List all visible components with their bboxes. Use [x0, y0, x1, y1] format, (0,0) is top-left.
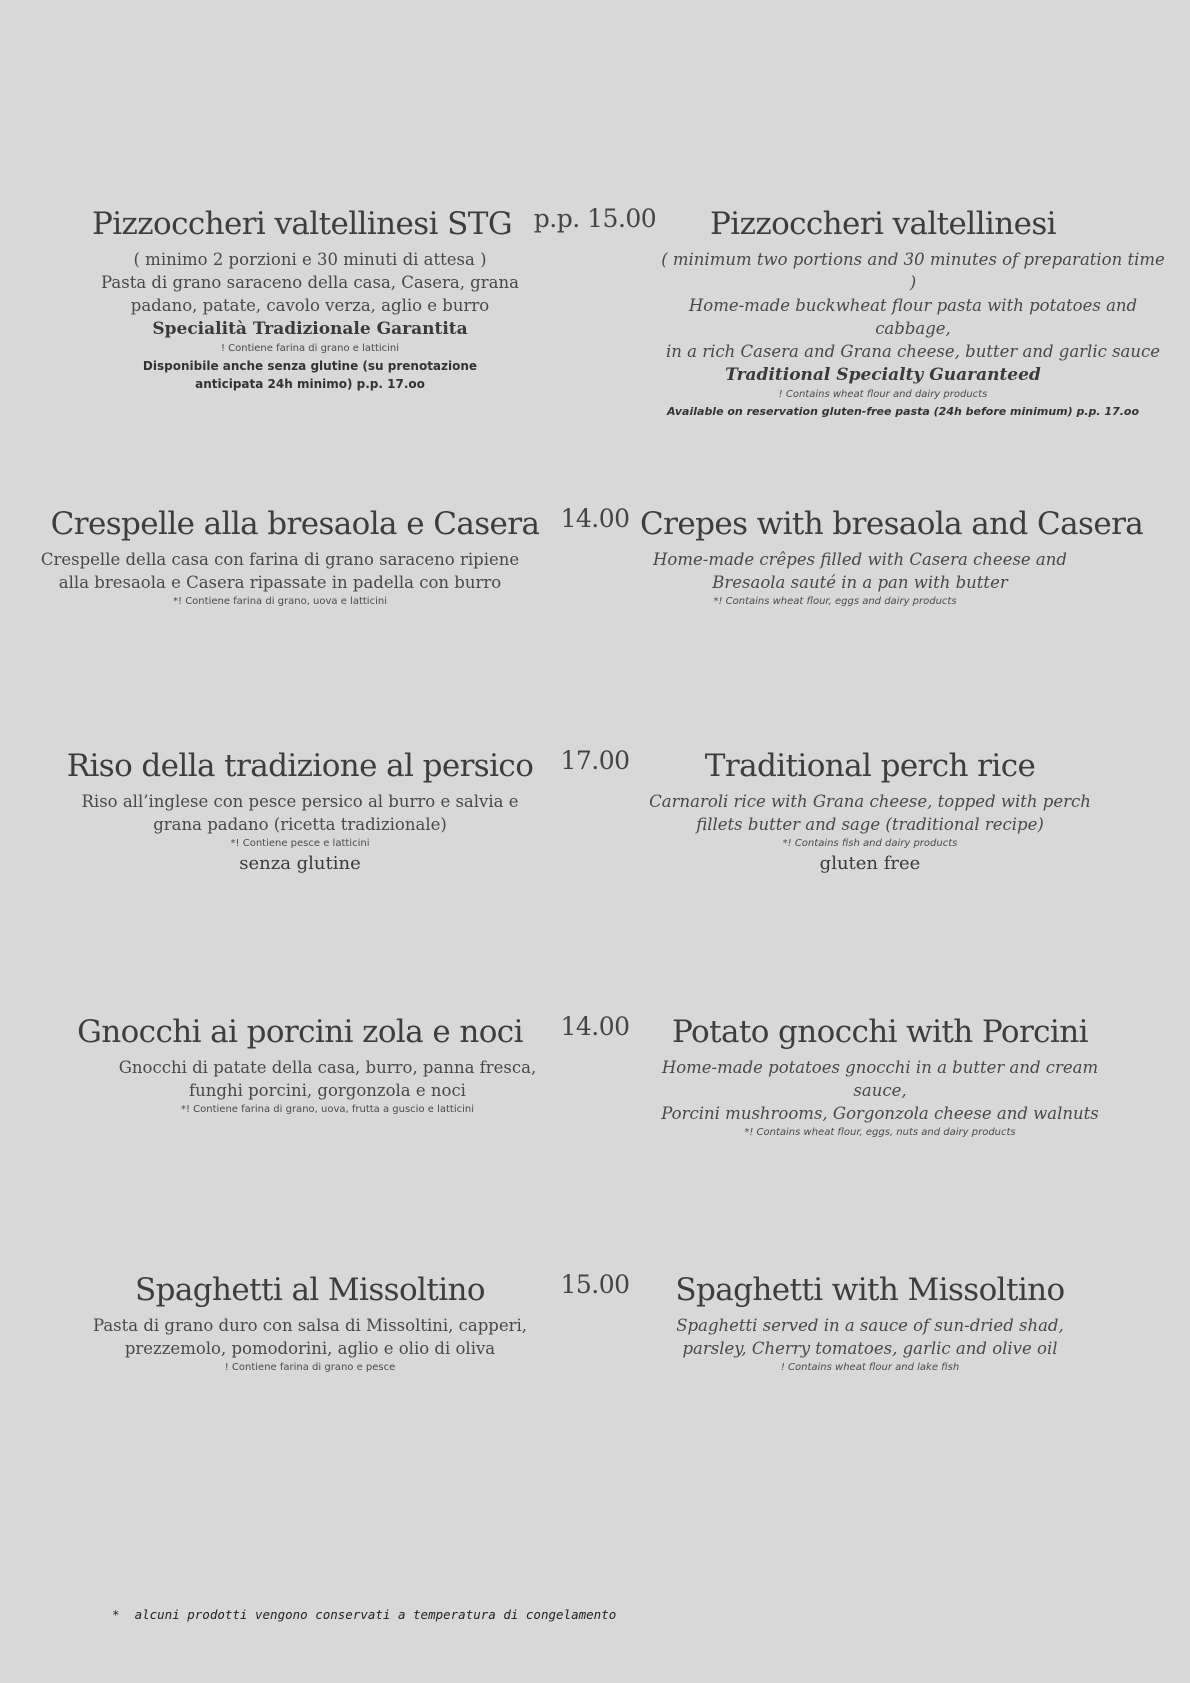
dish-line: ( minimum two portions and 30 minutes of preparation time ) [661, 250, 1165, 292]
allergen-note: *! Contains fish and dairy products [782, 838, 958, 849]
allergen-note: *! Contiene pesce e latticini [230, 838, 370, 849]
english-description [640, 504, 1144, 610]
dish-line: parsley, Cherry tomatoes, garlic and olive oil [682, 1339, 1058, 1358]
dish-title: Potato gnocchi with Porcini [672, 1014, 1088, 1050]
dish-title: Crepes with bresaola and Casera [640, 506, 1144, 542]
english-description [660, 1270, 1100, 1376]
specialty-label: Specialità Tradizionale Garantita [152, 319, 468, 339]
dish-line: in a rich Casera and Grana cheese, butter and garlic sauce [665, 342, 1161, 361]
dish-line: fillets butter and sage (traditional recipe) [696, 815, 1044, 834]
english-description [640, 1012, 1120, 1141]
italian-description [0, 1012, 580, 1118]
price: 17.00 [560, 746, 630, 775]
allergen-note: ! Contains wheat flour and dairy products [778, 389, 988, 400]
gluten-free-label: senza glutine [239, 853, 361, 874]
italian-description [0, 1270, 580, 1376]
price: p.p. 15.00 [533, 204, 657, 233]
price: 14.00 [560, 1012, 630, 1041]
dish-line: alla bresaola e Casera ripassate in padella con burro [58, 573, 502, 592]
dish-line: grana padano (ricetta tradizionale) [153, 815, 447, 834]
allergen-note: ! Contiene farina di grano e pesce [224, 1362, 396, 1373]
dish-line: Home-made potatoes gnocchi in a butter and cream sauce, [661, 1058, 1099, 1100]
dish-line: Carnaroli rice with Grana cheese, topped with perch [649, 792, 1091, 811]
dish-title: Riso della tradizione al persico [66, 748, 534, 784]
dish-line: funghi porcini, gorgonzola e noci [189, 1081, 466, 1100]
dish-line: Home-made buckwheat flour pasta with potatoes and cabbage, [688, 296, 1138, 338]
dish-title: Traditional perch rice [704, 748, 1036, 784]
allergen-note: *! Contiene farina di grano, uova, frutta a guscio e latticini [180, 1104, 475, 1115]
gluten-free-availability: Disponibile anche senza glutine (su prenotazione anticipata 24h minimo) p.p. 17.oo [142, 359, 478, 391]
dish-title: Spaghetti al Missoltino [135, 1272, 485, 1308]
dish-line: Home-made crêpes filled with Casera cheese and [653, 550, 1067, 569]
dish-line: padano, patate, cavolo verza, aglio e burro [130, 296, 490, 315]
dish-line: Bresaola sauté in a pan with butter [712, 573, 1008, 592]
dish-line: Pasta di grano duro con salsa di Missoltini, capperi, [92, 1316, 528, 1335]
allergen-note: *! Contains wheat flour, eggs, nuts and dairy products [744, 1127, 1016, 1138]
dish-title: Crespelle alla bresaola e Casera [50, 506, 540, 542]
specialty-label: Traditional Specialty Guaranteed [725, 365, 1041, 385]
english-description [649, 746, 1100, 876]
allergen-note: *! Contains wheat flour, eggs and dairy products [713, 596, 957, 607]
dish-line: Crespelle della casa con farina di grano saraceno ripiene [40, 550, 520, 569]
dish-line: Gnocchi di patate della casa, burro, panna fresca, [118, 1058, 537, 1077]
gluten-free-availability: Available on reservation gluten-free pasta (24h before minimum) p.p. 17.oo [666, 405, 1140, 418]
dish-line: prezzemolo, pomodorini, aglio e olio di oliva [124, 1339, 496, 1358]
dish-title: Gnocchi ai porcini zola e noci [77, 1014, 523, 1050]
allergen-note: ! Contains wheat flour and lake fish [780, 1362, 960, 1373]
price: 15.00 [560, 1270, 630, 1299]
italian-description [0, 504, 580, 610]
dish-line: ( minimo 2 porzioni e 30 minuti di attesa ) [133, 250, 487, 269]
italian-description [0, 746, 580, 876]
allergen-note: *! Contiene farina di grano, uova e latticini [173, 596, 387, 607]
footer-note: * alcuni prodotti vengono conservati a temperatura di congelamento [112, 1607, 617, 1622]
dish-line: Porcini mushrooms, Gorgonzola cheese and walnuts [661, 1104, 1099, 1123]
dish-line: Spaghetti served in a sauce of sun-dried shad, [676, 1316, 1064, 1335]
dish-title: Spaghetti with Missoltino [675, 1272, 1065, 1308]
dish-title: Pizzoccheri valtellinesi STG [91, 206, 513, 242]
allergen-note: ! Contiene farina di grano e latticini [220, 343, 400, 354]
dish-title: Pizzoccheri valtellinesi [710, 206, 1056, 242]
gluten-free-label: gluten free [819, 853, 921, 874]
dish-line: Riso all’inglese con pesce persico al burro e salvia e [81, 792, 519, 811]
price: 14.00 [560, 504, 630, 533]
dish-line: Pasta di grano saraceno della casa, Casera, grana [101, 273, 519, 292]
english-description [658, 204, 1168, 421]
